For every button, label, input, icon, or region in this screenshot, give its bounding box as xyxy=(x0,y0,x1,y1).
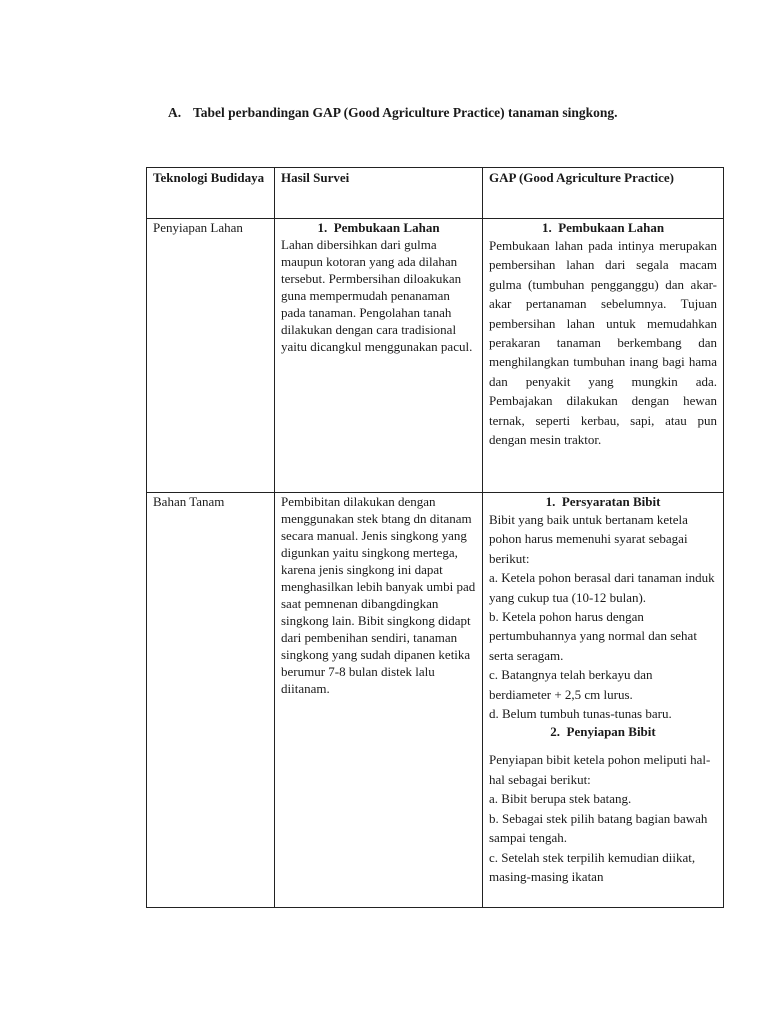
table-header-row xyxy=(147,168,724,219)
document-heading xyxy=(168,103,638,122)
gap-list-persyaratan xyxy=(489,568,717,723)
table-row xyxy=(147,219,724,493)
gap-subheading: 1. Pembukaan Lahan xyxy=(541,220,665,235)
list-item: c. Batangnya telah berkayu dan berdiameter + 2,5 cm lurus. xyxy=(489,667,653,702)
heading-text: Tabel perbandingan GAP (Good Agriculture Practice) tanaman singkong. xyxy=(193,105,618,120)
gap-text: Pembukaan lahan pada intinya merupakan pembersihan lahan dari segala macam gulma (tumbuhan pengganggu) dan akar-akar pertanaman sebelumnya. Tujuan pembersihan lahan untuk memudahkan perakaran tanaman berkembang dan menghilangkan tumbuhan inang bagi hama dan penyakit yang mungkin ada. Pembajakan dilakukan dengan hewan ternak, seperti kerbau, sapi, atau pun dengan mesin traktor. xyxy=(489,238,717,448)
row-label-bahan-tanam: Bahan Tanam xyxy=(147,493,275,908)
gap-list-penyiapan xyxy=(489,789,717,886)
list-item: c. Setelah stek terpilih kemudian diikat, masing-masing ikatan xyxy=(489,849,696,884)
gap-cell-bahan-tanam xyxy=(483,493,724,908)
gap-intro-persyaratan: Bibit yang baik untuk bertanam ketela pohon harus memenuhi syarat sebagai berikut: xyxy=(489,512,688,566)
list-item: a. Ketela pohon berasal dari tanaman induk yang cukup tua (10-12 bulan). xyxy=(489,570,715,605)
survey-cell-bahan-tanam xyxy=(275,493,483,908)
gap-subheading-persyaratan-bibit: 1. Persyaratan Bibit xyxy=(545,494,661,509)
comparison-table xyxy=(146,167,724,908)
list-item: d. Belum tumbuh tunas-tunas baru. xyxy=(489,706,672,722)
list-item: a. Bibit berupa stek batang. xyxy=(489,791,632,807)
gap-subheading-penyiapan-bibit: 2. Penyiapan Bibit xyxy=(550,724,656,740)
row-label-penyiapan-lahan: Penyiapan Lahan xyxy=(147,219,275,493)
heading-marker: A. xyxy=(168,105,182,120)
survey-text: Lahan dibersihkan dari gulma maupun kotoran yang ada dilahan tersebut. Permbersihan diloakukan guna mempermudah penanaman pada tanaman. Pengolahan tanah dilakukan dengan cara tradisional yaitu dicangkul menggunakan pacul. xyxy=(281,237,473,354)
survey-text: Pembibitan dilakukan dengan menggunakan stek btang dn ditanam secara manual. Jenis singkong yang digunkan yaitu singkong mertega, karena jenis singkong ini dapat menghasilkan lebih banyak umbi pad saat pemnenan dibangdingkan singkong lain. Bibit singkong didapt dari pembenihan sendiri, tanaman singkong yang sudah dipanen ketika berumur 7-8 bulan distek lalu diitanam. xyxy=(281,494,476,696)
gap-cell-penyiapan-lahan xyxy=(483,219,724,493)
survey-cell-penyiapan-lahan xyxy=(275,219,483,493)
list-item: b. Ketela pohon harus dengan pertumbuhannya yang normal dan sehat serta seragam. xyxy=(489,609,697,663)
header-teknologi-budidaya: Teknologi Budidaya xyxy=(147,168,275,219)
survey-subheading: 1. Pembukaan Lahan xyxy=(317,220,440,235)
gap-intro-penyiapan: Penyiapan bibit ketela pohon meliputi hal-hal sebagai berikut: xyxy=(489,752,711,787)
table-row xyxy=(147,493,724,908)
list-item: b. Sebagai stek pilih batang bagian bawah sampai tengah. xyxy=(489,810,708,846)
header-hasil-survei: Hasil Survei xyxy=(275,168,483,219)
header-gap: GAP (Good Agriculture Practice) xyxy=(483,168,724,219)
